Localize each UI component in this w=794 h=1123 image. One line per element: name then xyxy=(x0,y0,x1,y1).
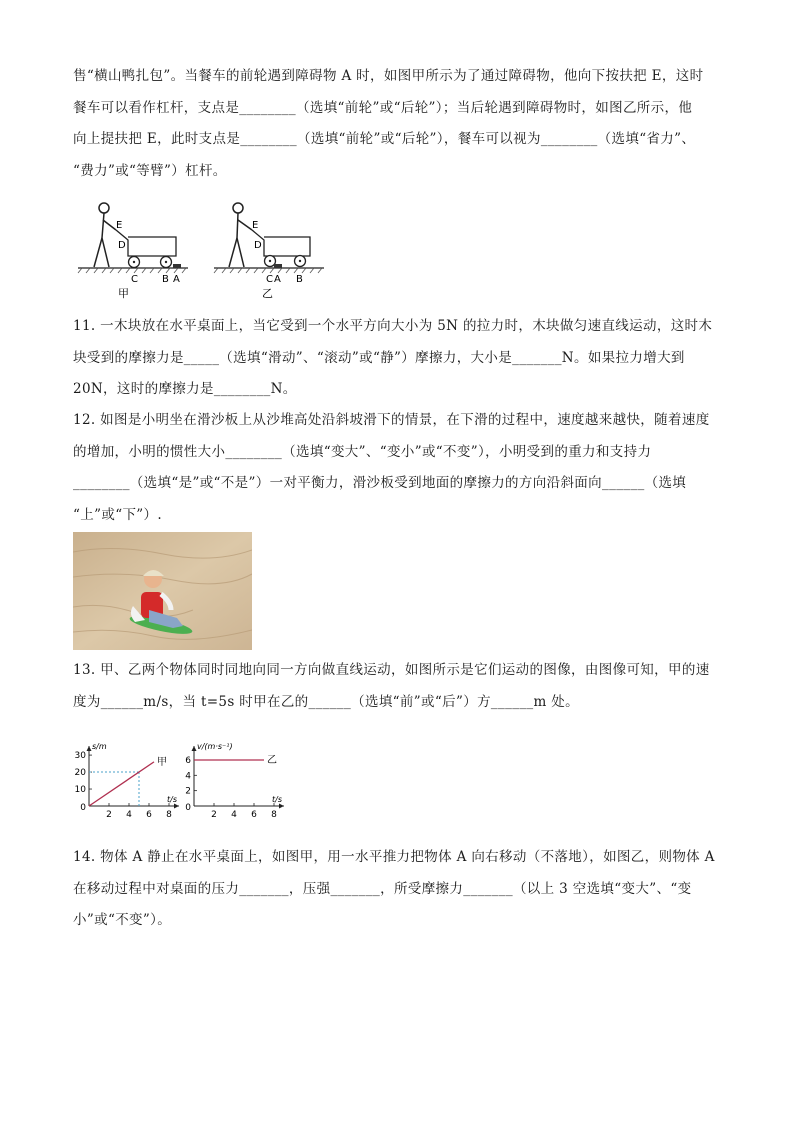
origin-label: 0 xyxy=(185,803,191,813)
y-axis-label: s/m xyxy=(92,742,107,751)
x-tick-label: 4 xyxy=(231,810,237,820)
x-axis-label: t/s xyxy=(272,795,282,804)
question-12-text xyxy=(73,405,723,531)
y-tick-label: 30 xyxy=(74,751,86,762)
text-line: 13. 甲、乙两个物体同时同地向同一方向做直线运动，如图所示是它们运动的图像，由图像可知，甲的速 xyxy=(73,662,710,678)
origin-label: 0 xyxy=(80,803,86,813)
y-tick-label: 10 xyxy=(74,785,86,796)
text-line: 度为______m/s，当 t=5s 时甲在乙的______（选填“前”或“后”）方______m 处。 xyxy=(73,693,580,710)
y-tick-label: 2 xyxy=(185,786,191,797)
y-axis-label: v/(m·s⁻¹) xyxy=(197,742,233,751)
text-line: 14. 物体 A 静止在水平桌面上，如图甲，用一水平推力把物体 A 向右移动（不落地），如图乙，则物体 A xyxy=(73,849,715,865)
ground-hatch xyxy=(214,268,322,273)
y-axis-arrow xyxy=(87,746,92,751)
label-c: C xyxy=(131,274,138,285)
x-tick-label: 2 xyxy=(106,810,112,820)
label-d: D xyxy=(254,240,262,251)
text-line: “上”或“下”）. xyxy=(73,506,163,523)
text-line: 11. 一木块放在水平桌面上，当它受到一个水平方向大小为 5N 的拉力时，木块做匀速直线运动，这时木 xyxy=(73,318,713,334)
x-tick-label: 4 xyxy=(126,810,132,820)
series-label: 甲 xyxy=(157,756,167,768)
y-tick-label: 20 xyxy=(74,768,86,779)
figure-jia xyxy=(78,203,188,300)
x-axis-label: t/s xyxy=(167,795,177,804)
person-icon xyxy=(229,203,252,267)
text-line: 小”或“不变”）。 xyxy=(73,912,172,928)
text-line: 块受到的摩擦力是_____（选填“滑动”、“滚动”或“静”）摩擦力，大小是_______N。如果拉力增大到 xyxy=(73,349,685,366)
ground-hatch xyxy=(78,268,186,273)
label-c: C xyxy=(266,274,273,285)
x-tick-label: 6 xyxy=(251,810,257,820)
y-tick-label: 4 xyxy=(185,771,191,782)
text-line: 20N，这时的摩擦力是________N。 xyxy=(73,381,297,397)
text-line: 向上提扶把 E，此时支点是________（选填“前轮”或“后轮”），餐车可以视为________（选填“省力”、 xyxy=(73,131,696,147)
sand-background xyxy=(73,532,252,650)
x-tick-label: 8 xyxy=(166,810,172,820)
text-line: “费力”或“等臂”）杠杆。 xyxy=(73,162,227,179)
label-a: A xyxy=(274,274,281,285)
label-b: B xyxy=(162,274,169,285)
text-line: 餐车可以看作杠杆，支点是________（选填“前轮”或“后轮”）；当后轮遇到障碍物时，如图乙所示，他 xyxy=(73,99,693,116)
text-line: 的增加，小明的惯性大小________（选填“变大”、“变小”或“不变”），小明受到的重力和支持力 xyxy=(73,443,652,460)
x-tick-label: 2 xyxy=(211,810,217,820)
sand-slide-photo xyxy=(73,532,252,650)
label-a: A xyxy=(173,274,180,285)
text-line: 售“横山鸭扎包”。当餐车的前轮遇到障碍物 A 时，如图甲所示为了通过障碍物，他向下按扶把 E，这时 xyxy=(73,68,704,84)
text-line: 在移动过程中对桌面的压力_______，压强_______，所受摩擦力_______（以上 3 空选填“变大”、“变 xyxy=(73,880,692,897)
caption-yi: 乙 xyxy=(262,287,273,300)
obstacle-a xyxy=(274,264,282,268)
chart-s-t xyxy=(73,738,188,826)
obstacle-a xyxy=(173,264,181,268)
figure-yi xyxy=(214,203,324,300)
x-axis-arrow xyxy=(279,804,284,809)
x-tick-label: 6 xyxy=(146,810,152,820)
series-line xyxy=(89,762,154,806)
series-label: 乙 xyxy=(267,754,277,766)
text-line: 12. 如图是小明坐在滑沙板上从沙堆高处沿斜坡滑下的情景，在下滑的过程中，速度越来越快，随着速度 xyxy=(73,412,710,428)
label-e: E xyxy=(252,220,259,231)
person-icon xyxy=(94,203,116,267)
question-11-text xyxy=(73,311,723,406)
text-line: ________（选填“是”或“不是”）一对平衡力，滑沙板受到地面的摩擦力的方向沿斜面向______（选填 xyxy=(73,475,687,491)
label-d: D xyxy=(118,240,126,251)
x-tick-label: 8 xyxy=(271,810,277,820)
chart-v-t xyxy=(178,738,298,826)
question-13-text xyxy=(73,655,723,718)
label-b: B xyxy=(296,274,303,285)
question-14-text xyxy=(73,842,723,937)
question-10-text xyxy=(73,61,723,187)
caption-jia: 甲 xyxy=(118,287,129,300)
cart-lever-figure xyxy=(76,196,326,302)
label-e: E xyxy=(116,220,123,231)
y-tick-label: 6 xyxy=(185,755,191,766)
y-axis-arrow xyxy=(192,746,197,751)
